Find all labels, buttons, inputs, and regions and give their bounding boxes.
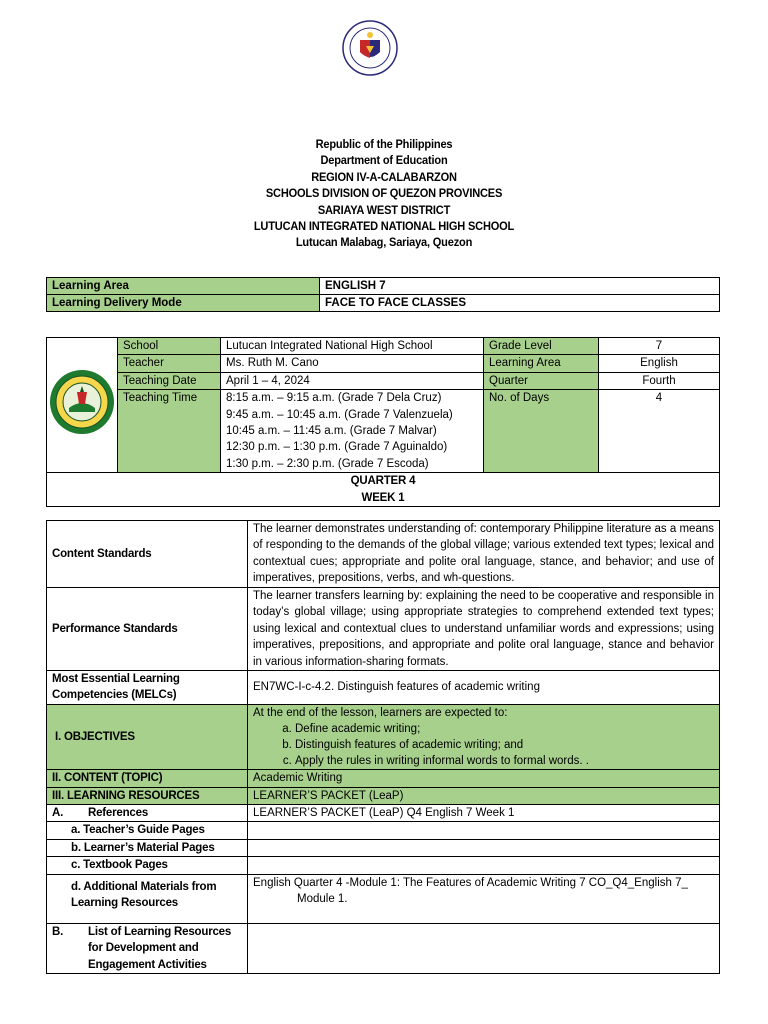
learning-area-value: ENGLISH 7 <box>320 278 720 295</box>
additional-materials-line1: English Quarter 4 -Module 1: The Features of Academic Writing 7 CO_Q4_English 7_ <box>253 876 688 889</box>
learning-resources-value: LEARNER’S PACKET (LeaP) <box>248 787 720 804</box>
resource-list-letter: B. <box>52 925 64 938</box>
week-heading: WEEK 1 <box>361 491 405 504</box>
teachers-guide-label: a. Teacher’s Guide Pages <box>47 822 248 839</box>
performance-standards-label: Performance Standards <box>47 588 248 671</box>
delivery-mode-value: FACE TO FACE CLASSES <box>320 295 720 312</box>
references-letter: A. <box>52 807 64 820</box>
learners-material-value <box>248 839 720 856</box>
objective-item: c. Apply the rules in writing informal words to formal words. . <box>295 753 714 769</box>
header-school: LUTUCAN INTEGRATED NATIONAL HIGH SCHOOL <box>253 219 515 234</box>
teaching-time-value <box>221 390 484 473</box>
header-republic: Republic of the Philippines <box>315 137 453 151</box>
delivery-mode-label: Learning Delivery Mode <box>47 295 320 312</box>
time-slot: 1:30 p.m. – 2:30 p.m. (Grade 7 Escoda) <box>226 457 429 470</box>
quarter-week-heading <box>47 473 720 507</box>
performance-standards-text: The learner transfers learning by: explaining the need to be cooperative and responsible in today’s global village; using appropriate strategies to comprehend extended text types; using lexical and contextual clues to understand unfamiliar words and expressions; using imperatives, prepositions, and appropriate and polite oral language, stance and behavior in various information-sharing formats. <box>248 588 720 671</box>
info-learning-area-label: Learning Area <box>484 355 599 372</box>
content-standards-text: The learner demonstrates understanding of: contemporary Philippine literature as a means of responding to the demands of the global village; various extended text types; lexical and contextual cues; appropriate and polite oral language, stance, and behavior; and use of imperatives, prepositions, verbs, and wh-questions. <box>248 521 720 588</box>
time-slot: 12:30 p.m. – 1:30 p.m. (Grade 7 Aguinaldo) <box>226 441 448 454</box>
references-text: References <box>88 807 149 820</box>
header-division: SCHOOLS DIVISION OF QUEZON PROVINCES <box>265 186 503 201</box>
grade-level-label: Grade Level <box>484 338 599 355</box>
school-logo-cell <box>47 338 118 473</box>
days-value: 4 <box>599 390 720 473</box>
additional-materials-label: d. Additional Materials from Learning Resources <box>47 874 248 923</box>
school-value: Lutucan Integrated National High School <box>221 338 484 355</box>
references-value: LEARNER’S PACKET (LeaP) Q4 English 7 Week 1 <box>248 805 720 822</box>
time-slot: 10:45 a.m. – 11:45 a.m. (Grade 7 Malvar) <box>226 425 437 438</box>
objectives-list <box>253 721 714 769</box>
additional-materials-value <box>248 874 720 923</box>
objectives-label: I. OBJECTIVES <box>47 704 248 769</box>
teaching-date-value: April 1 – 4, 2024 <box>221 372 484 389</box>
deped-seal-icon <box>342 20 398 76</box>
melc-text: EN7WC-I-c-4.2. Distinguish features of academic writing <box>248 671 720 705</box>
document-header <box>31 136 738 251</box>
teacher-value: Ms. Ruth M. Cano <box>221 355 484 372</box>
objectives-intro: At the end of the lesson, learners are expected to: <box>253 706 508 719</box>
references-label <box>47 805 248 822</box>
textbook-pages-label: c. Textbook Pages <box>47 857 248 874</box>
resource-list-label: List of Learning Resources for Development and Engagement Activities <box>88 925 232 971</box>
header-region: REGION IV-A-CALABARZON <box>311 169 457 184</box>
teacher-label: Teacher <box>118 355 221 372</box>
header-address: Lutucan Malabag, Sariaya, Quezon <box>295 235 473 250</box>
objective-item: a. Define academic writing; <box>295 721 714 737</box>
teaching-time-label: Teaching Time <box>118 390 221 473</box>
quarter-heading: QUARTER 4 <box>350 475 416 488</box>
quarter-label: Quarter <box>484 372 599 389</box>
header-district: SARIAYA WEST DISTRICT <box>317 202 451 217</box>
melc-label: Most Essential Learning Competencies (MELCs) <box>47 671 248 705</box>
school-label: School <box>118 338 221 355</box>
time-slot: 8:15 a.m. – 9:15 a.m. (Grade 7 Dela Cruz) <box>226 392 442 405</box>
lesson-plan-table <box>46 520 720 974</box>
header-department: Department of Education <box>320 153 448 168</box>
learning-resources-label: III. LEARNING RESOURCES <box>47 787 248 804</box>
info-learning-area-value: English <box>599 355 720 372</box>
teachers-guide-value <box>248 822 720 839</box>
objectives-cell <box>248 704 720 769</box>
days-label: No. of Days <box>484 390 599 473</box>
grade-level-value: 7 <box>599 338 720 355</box>
textbook-pages-value <box>248 857 720 874</box>
lesson-info-table <box>46 337 720 507</box>
school-logo-icon <box>47 362 117 442</box>
resource-list-value <box>248 923 720 973</box>
learners-material-label: b. Learner’s Material Pages <box>47 839 248 856</box>
objective-item: b. Distinguish features of academic writing; and <box>295 737 714 753</box>
content-topic-label: II. CONTENT (TOPIC) <box>47 770 248 787</box>
quarter-value: Fourth <box>599 372 720 389</box>
learning-area-label: Learning Area <box>47 278 320 295</box>
content-topic-value: Academic Writing <box>248 770 720 787</box>
time-slot: 9:45 a.m. – 10:45 a.m. (Grade 7 Valenzuela) <box>226 408 453 421</box>
content-standards-label: Content Standards <box>47 521 248 588</box>
learning-area-table <box>46 277 720 312</box>
resource-list-label-cell <box>47 923 248 973</box>
additional-materials-line2: Module 1. <box>297 893 348 906</box>
teaching-date-label: Teaching Date <box>118 372 221 389</box>
